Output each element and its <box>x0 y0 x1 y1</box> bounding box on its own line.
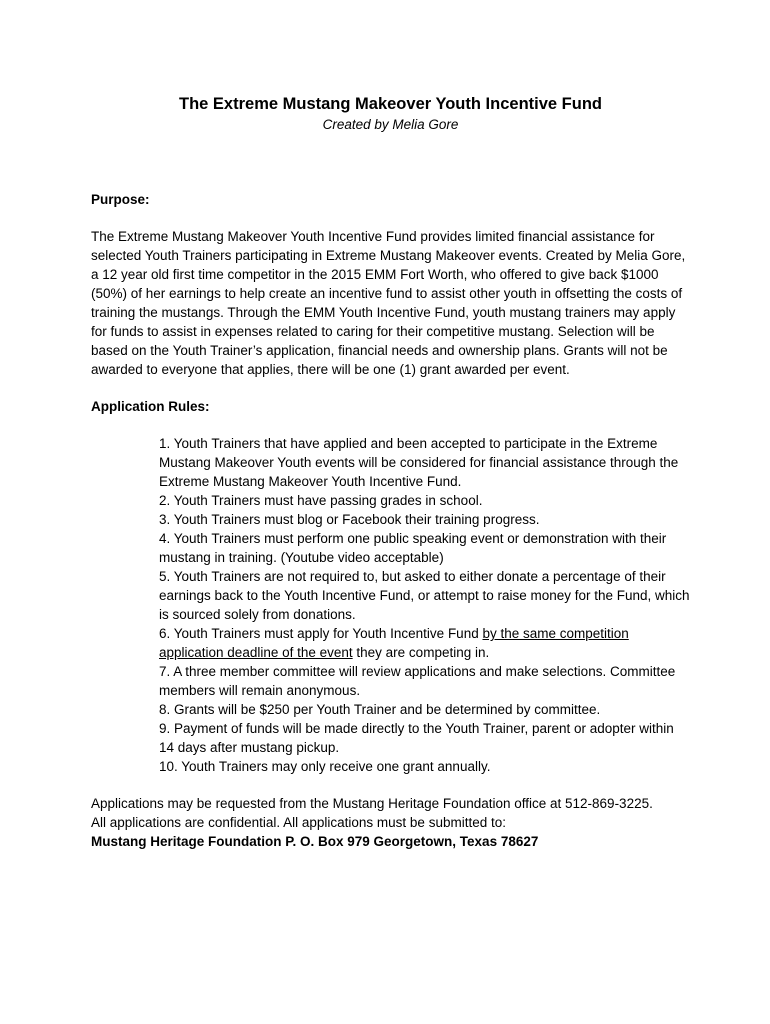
rule-item: 5. Youth Trainers are not required to, but asked to either donate a percentage of their earnings back to the Youth Incentive Fund, or attempt to raise money for the Fund, which is sourced solely from donations. <box>159 569 690 622</box>
spacer <box>91 776 690 794</box>
rule-item: 9. Payment of funds will be made directly to the Youth Trainer, parent or adopter within 14 days after mustang pickup. <box>159 721 674 755</box>
spacer <box>91 209 690 227</box>
rule-item: 3. Youth Trainers must blog or Facebook their training progress. <box>159 512 540 527</box>
rule-item: 2. Youth Trainers must have passing grades in school. <box>159 493 483 508</box>
footer-confidential-line: All applications are confidential. All applications must be submitted to: <box>91 815 506 830</box>
rule-6-deadline-underlined: by the same competition application deadline of the event <box>159 626 629 660</box>
rule-item: 1. Youth Trainers that have applied and been accepted to participate in the Extreme Mustang Makeover Youth events will be considered for financial assistance through the Extreme Mustang Makeover Youth Incentive Fund. <box>159 436 679 489</box>
page-title: The Extreme Mustang Makeover Youth Incentive Fund <box>179 95 602 113</box>
purpose-heading: Purpose: <box>91 192 150 207</box>
rule-item: 8. Grants will be $250 per Youth Trainer and be determined by committee. <box>159 702 601 717</box>
spacer <box>91 416 690 434</box>
rule-item <box>159 624 690 662</box>
spacer <box>91 379 690 397</box>
rule-item: 7. A three member committee will review applications and make selections. Committee members will remain anonymous. <box>159 664 676 698</box>
page-subtitle: Created by Melia Gore <box>322 117 459 132</box>
rule-6-suffix: they are competing in. <box>352 645 490 660</box>
spacer <box>91 135 690 190</box>
rule-item: 4. Youth Trainers must perform one public speaking event or demonstration with their mustang in training. (Youtube video acceptable) <box>159 531 667 565</box>
rule-item: 10. Youth Trainers may only receive one grant annually. <box>159 759 491 774</box>
purpose-paragraph: The Extreme Mustang Makeover Youth Incentive Fund provides limited financial assistance for selected Youth Trainers participating in Extreme Mustang Makeover events. Created by Melia Gore, a 12 year old first time competitor in the 2015 EMM Fort Worth, who offered to give back $1000 (50%) of her earnings to help create an incentive fund to assist other youth in offsetting the costs of training the mustangs. Through the EMM Youth Incentive Fund, youth mustang trainers may apply for funds to assist in expenses related to caring for their competitive mustang. Selection will be based on the Youth Trainer’s application, financial needs and ownership plans. Grants will not be awarded to everyone that applies, there will be one (1) grant awarded per event. <box>91 229 686 377</box>
footer-phone-line: Applications may be requested from the Mustang Heritage Foundation office at 512-869-3225. <box>91 796 653 811</box>
rules-list <box>91 434 690 776</box>
rule-6-prefix: 6. Youth Trainers must apply for Youth Incentive Fund <box>159 626 483 641</box>
footer-address: Mustang Heritage Foundation P. O. Box 979 Georgetown, Texas 78627 <box>91 834 539 849</box>
rules-heading: Application Rules: <box>91 399 210 414</box>
